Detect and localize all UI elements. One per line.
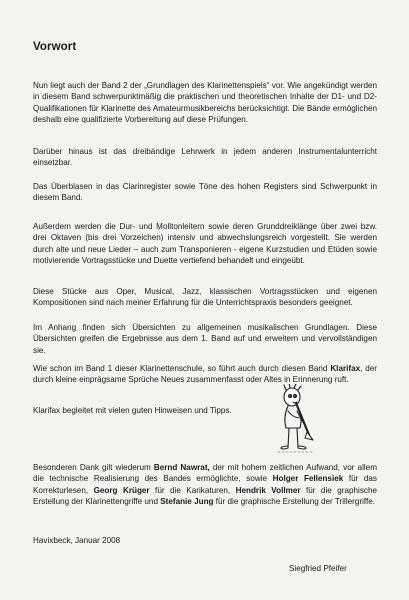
klarifax-mascot-illustration: [272, 384, 330, 464]
text-run: für die graphische Erstellung der Klarinettengriffe und: [33, 485, 377, 507]
name-klarifax: Klarifax: [330, 364, 361, 373]
place-date-line: Havixbeck, Januar 2008: [33, 536, 121, 545]
paragraph-scales: Außerdem werden die Dur- und Molltonleitern sowie deren Grunddreiklänge über zwei bzw. drei Oktaven (bis drei Vorzeichen) intensiv und abwechslungsreich vorgestellt. Sie werden durch alte und neue Lieder – auch zum Transponieren - eigene Kurzstudien und Etüden sowie motivierende Vortragsstücke und Duette vertiefend behandelt und eingeübt.: [33, 222, 377, 266]
paragraph-intro: Nun liegt auch der Band 2 der „Grundlagen des Klarinettenspiels“ vor. Wie angekündigt werden in diesem Band schwerpunktmäßig die praktischen und theoretischen Inhalte der D1- und D2- Qualifikationen für Klarinette des Amateurmusikbereichs berücksichtigt. Die Bände ermöglichen deshalb eine qualifizierte Vorbereitung auf diese Prüfungen.: [33, 81, 377, 125]
author-signature: Siegfried Pfeifer: [289, 564, 347, 573]
text-run: , der durch kleine einprägsame Sprüche Neues zusammenfasst oder Altes in Erinnerung ruft.: [33, 364, 377, 385]
paragraph-klarifax: [33, 363, 377, 386]
text-run: der mit hohem zeitlichen Aufwand, vor allem die technische Realisierung des Bandes ermöglichte, sowie: [33, 463, 377, 484]
name-georg-krueger: Georg Krüger: [93, 485, 150, 495]
name-stefanie-jung: Stefanie Jung: [160, 497, 214, 507]
paragraph-usage: Darüber hinaus ist das dreibändige Lehrwerk in jedem anderen Instrumentalunterricht einsetzbar.: [33, 147, 377, 168]
text-run: Besonderen Dank gilt wiederum: [33, 463, 154, 472]
text-run: für die graphische Erstellung der Trillergriffe.: [213, 497, 376, 507]
text-run: für die Karikaturen,: [149, 485, 236, 495]
paragraph-register: Das Überblasen in das Clarinregister sowie Töne des hohen Registers sind Schwerpunkt in diesem Band.: [33, 182, 377, 203]
name-hendrik-vollmer: Hendrik Vollmer: [235, 485, 301, 495]
name-bernd-nawrat: Bernd Nawrat,: [153, 463, 210, 472]
paragraph-thanks: [33, 462, 377, 508]
paragraph-appendix: Im Anhang finden sich Übersichten zu allgemeinen musikalischen Grundlagen. Diese Übersichten greifen die Ergebnisse aus dem 1. Band auf und erweitern und vervollständigen sie.: [33, 323, 377, 355]
name-holger-fellensiek: Holger Fellensiek: [272, 474, 344, 484]
page-title: Vorwort: [33, 41, 77, 53]
text-run: für das Korrekturlesen,: [33, 474, 377, 495]
paragraph-pieces: Diese Stücke aus Oper, Musical, Jazz, klassischen Vortragsstücken und eigenen Kompositionen sind nach meiner Erfahrung für die Unterrichtspraxis besonders geeignet.: [33, 287, 377, 308]
paragraph-klarifax-tips: Klarifax begleitet mit vielen guten Hinweisen und Tipps.: [33, 406, 232, 415]
text-run: Wie schon im Band 1 dieser Klarinettenschule, so führt auch durch diesen Band: [33, 364, 331, 373]
